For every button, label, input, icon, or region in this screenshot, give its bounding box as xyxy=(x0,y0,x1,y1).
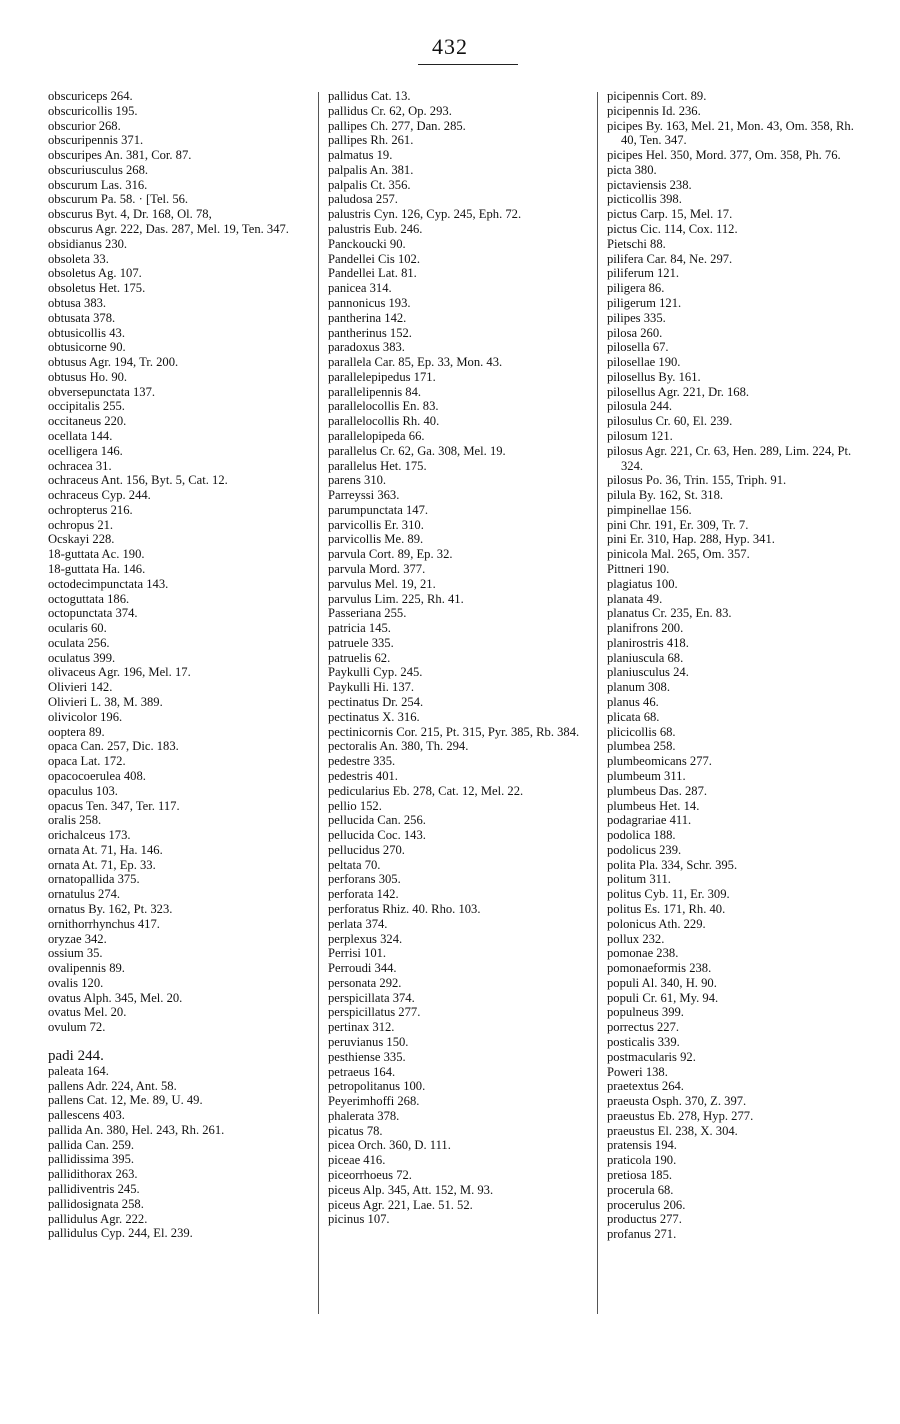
index-entry: piliferum 121. xyxy=(607,266,680,281)
index-entry: pictus Carp. 15, Mel. 17. xyxy=(607,207,733,222)
index-entry: pellio 152. xyxy=(328,798,382,813)
index-entry: obsidianus 230. xyxy=(48,236,128,251)
index-entry: oralis 258. xyxy=(48,813,102,828)
index-entry: palustris Cyn. 126, Cyp. 245, Eph. 72. xyxy=(328,207,522,222)
index-entry: pallidissima 395. xyxy=(48,1152,135,1167)
index-entry: pretiosa 185. xyxy=(607,1168,673,1183)
index-entry: politus Es. 171, Rh. 40. xyxy=(607,901,726,916)
index-entry: pollux 232. xyxy=(607,931,665,946)
index-entry: pimpinellae 156. xyxy=(607,502,692,517)
index-entry: Pandellei Lat. 81. xyxy=(328,266,417,281)
index-entry: ochracea 31. xyxy=(48,458,112,473)
index-entry: perforata 142. xyxy=(328,887,399,902)
index-entry: pratensis 194. xyxy=(607,1138,677,1153)
column-2 xyxy=(328,89,590,1227)
index-entry: procerulus 206. xyxy=(607,1197,686,1212)
page-number: 432 xyxy=(432,34,468,59)
index-entry: palpalis Ct. 356. xyxy=(328,177,411,192)
index-entry: petropolitanus 100. xyxy=(328,1079,426,1094)
index-entry: occipitalis 255. xyxy=(48,399,125,414)
index-entry: peltata 70. xyxy=(328,857,381,872)
index-entry: pallescens 403. xyxy=(48,1108,125,1123)
index-entry: piceorrhoeus 72. xyxy=(328,1168,412,1183)
index-entry: planus 46. xyxy=(607,695,659,710)
index-entry: parallela Car. 85, Ep. 33, Mon. 43. xyxy=(328,355,503,370)
index-entry: populneus 399. xyxy=(607,1005,684,1020)
index-entry: pallida An. 380, Hel. 243, Rh. 261. xyxy=(48,1122,225,1137)
index-entry: obscurum Las. 316. xyxy=(48,177,148,192)
index-entry: ovulum 72. xyxy=(48,1020,106,1035)
index-entry: Paykulli Hi. 137. xyxy=(328,680,415,695)
index-entry: postmacularis 92. xyxy=(607,1049,696,1064)
index-entry: piceae 416. xyxy=(328,1153,386,1168)
column-3 xyxy=(607,89,869,1242)
index-entry: opaculus 103. xyxy=(48,783,118,798)
index-entry: pilosus Agr. 221, Cr. 63, Hen. 289, Lim. 224, Pt. 324. xyxy=(607,443,852,473)
index-entry: pini Er. 310, Hap. 288, Hyp. 341. xyxy=(607,532,775,547)
index-entry: planifrons 200. xyxy=(607,621,684,636)
index-entry: praeusta Osph. 370, Z. 397. xyxy=(607,1094,747,1109)
index-entry: pilosula 244. xyxy=(607,399,673,414)
index-entry: oculata 256. xyxy=(48,635,110,650)
index-entry: pallens Adr. 224, Ant. 58. xyxy=(48,1078,177,1093)
index-entry: opaca Lat. 172. xyxy=(48,754,126,769)
index-entry: plicata 68. xyxy=(607,709,660,724)
index-entry: pilosella 67. xyxy=(607,340,669,355)
index-entry: Pandellei Cis 102. xyxy=(328,251,420,266)
index-entry: picinus 107. xyxy=(328,1212,390,1227)
index-entry: obsoletus Het. 175. xyxy=(48,281,146,296)
index-entry: Paykulli Cyp. 245. xyxy=(328,665,423,680)
index-entry: opacocoerulea 408. xyxy=(48,768,146,783)
index-entry: pallidiventris 245. xyxy=(48,1182,140,1197)
index-entry: plumbeus Het. 14. xyxy=(607,798,700,813)
index-entry: ocularis 60. xyxy=(48,621,107,636)
index-entry: picticollis 398. xyxy=(607,192,682,207)
index-entry: picta 380. xyxy=(607,162,657,177)
index-entry: picipennis Id. 236. xyxy=(607,103,701,118)
index-entry: peruvianus 150. xyxy=(328,1035,409,1049)
index-entry: Olivieri 142. xyxy=(48,680,113,695)
index-entry: Pittneri 190. xyxy=(607,562,670,576)
index-entry: plumbeus Das. 287. xyxy=(607,783,708,798)
index-entry: podagrariae 411. xyxy=(607,813,692,828)
index-entry: palmatus 19. xyxy=(328,148,393,163)
index-entry: procerula 68. xyxy=(607,1182,674,1197)
index-entry: palustris Eub. 246. xyxy=(328,222,423,237)
index-entry: parallelepipedus 171. xyxy=(328,369,436,384)
index-entry: perforans 305. xyxy=(328,872,401,887)
index-entry: ocelligera 146. xyxy=(48,443,123,458)
index-entry: parallelopipeda 66. xyxy=(328,428,425,443)
index-entry: oryzae 342. xyxy=(48,931,107,946)
index-entry: paradoxus 383. xyxy=(328,340,405,355)
index-entry: Olivieri L. 38, M. 389. xyxy=(48,695,163,710)
index-entry: ochraceus Ant. 156, Byt. 5, Cat. 12. xyxy=(48,473,228,488)
index-entry: obscuripennis 371. xyxy=(48,133,144,148)
index-entry: ornatopallida 375. xyxy=(48,872,140,887)
index-entry: obscurum Pa. 58. · [Tel. 56. xyxy=(48,192,189,207)
index-entry: ovalis 120. xyxy=(48,975,104,990)
index-entry: obtusata 378. xyxy=(48,310,116,325)
index-entry: parumpunctata 147. xyxy=(328,502,429,517)
index-entry: pictaviensis 238. xyxy=(607,177,692,192)
index-entry: patricia 145. xyxy=(328,621,391,636)
index-entry: obtusus Agr. 194, Tr. 200. xyxy=(48,355,179,370)
index-entry: pilifera Car. 84, Ne. 297. xyxy=(607,251,733,266)
index-entry: piceus Alp. 345, Att. 152, M. 93. xyxy=(328,1182,494,1197)
index-entry: planum 308. xyxy=(607,680,670,695)
index-entry: obscuriceps 264. xyxy=(48,89,133,103)
index-entry: obscuripes An. 381, Cor. 87. xyxy=(48,148,192,163)
index-entry: pallidus Cr. 62, Op. 293. xyxy=(328,103,452,118)
index-entry: perlata 374. xyxy=(328,916,388,931)
index-entry: patruelis 62. xyxy=(328,650,391,665)
index-entry: Perroudi 344. xyxy=(328,961,397,976)
index-entry: olivicolor 196. xyxy=(48,709,123,724)
column-divider xyxy=(597,92,598,1314)
index-entry: pallidus Cat. 13. xyxy=(328,89,411,103)
index-entry: piceus Agr. 221, Lae. 51. 52. xyxy=(328,1197,473,1212)
index-entry: obscurior 268. xyxy=(48,118,121,133)
page-number-rule xyxy=(418,64,518,65)
index-entry: pectoralis An. 380, Th. 294. xyxy=(328,739,469,754)
index-entry: pilosum 121. xyxy=(607,428,673,443)
index-entry: obversepunctata 137. xyxy=(48,384,156,399)
index-entry: Passeriana 255. xyxy=(328,606,407,621)
index-entry: ornatus By. 162, Pt. 323. xyxy=(48,901,173,916)
index-entry: pallidulus Agr. 222. xyxy=(48,1211,148,1226)
index-entry: parallelus Het. 175. xyxy=(328,458,427,473)
index-entry: pilosellae 190. xyxy=(607,355,681,370)
index-entry: obsoleta 33. xyxy=(48,251,109,266)
index-entry: picea Orch. 360, D. 111. xyxy=(328,1138,451,1153)
index-entry: pellucidus 270. xyxy=(328,842,405,857)
index-entry: porrectus 227. xyxy=(607,1020,680,1035)
index-entry: polita Pla. 334, Schr. 395. xyxy=(607,857,738,872)
index-entry: ovatus Alph. 345, Mel. 20. xyxy=(48,990,183,1005)
index-entry: pictus Cic. 114, Cox. 112. xyxy=(607,222,738,237)
index-entry: ossium 35. xyxy=(48,946,103,961)
index-entry: pellucida Coc. 143. xyxy=(328,828,426,843)
index-entry: obscuriusculus 268. xyxy=(48,162,149,177)
index-entry: pallidosignata 258. xyxy=(48,1196,144,1211)
index-entry: pannonicus 193. xyxy=(328,295,411,310)
index-entry: orichalceus 173. xyxy=(48,828,131,843)
index-entry: ochropterus 216. xyxy=(48,502,133,517)
index-entry: pinicola Mal. 265, Om. 357. xyxy=(607,547,750,562)
index-entry: parvicollis Er. 310. xyxy=(328,517,424,532)
index-entry: Parreyssi 363. xyxy=(328,488,400,503)
index-entry: planatus Cr. 235, En. 83. xyxy=(607,606,732,621)
index-entry: 18-guttata Ac. 190. xyxy=(48,547,145,562)
index-entry: pedestre 335. xyxy=(328,754,396,769)
index-entry: pectinatus Dr. 254. xyxy=(328,695,424,710)
index-entry: obscurus Byt. 4, Dr. 168, Ol. 78, xyxy=(48,207,212,222)
index-entry: plumbeomicans 277. xyxy=(607,754,712,769)
index-entry: parvula Mord. 377. xyxy=(328,562,426,576)
index-entry: planiusculus 24. xyxy=(607,665,689,680)
index-entry: opacus Ten. 347, Ter. 117. xyxy=(48,798,180,813)
index-entry: Poweri 138. xyxy=(607,1064,668,1079)
index-entry: ornithorrhynchus 417. xyxy=(48,916,160,931)
index-entry: praetextus 264. xyxy=(607,1079,684,1094)
index-entry: pallidulus Cyp. 244, El. 239. xyxy=(48,1226,193,1241)
index-entry: parvula Cort. 89, Ep. 32. xyxy=(328,547,453,562)
index-entry: pantherina 142. xyxy=(328,310,407,325)
index-entry: parallelocollis Rh. 40. xyxy=(328,414,440,429)
index-entry: pilosa 260. xyxy=(607,325,663,340)
index-entry: populi Cr. 61, My. 94. xyxy=(607,990,719,1005)
index-entry: podolicus 239. xyxy=(607,842,682,857)
index-entry: pesthiense 335. xyxy=(328,1049,406,1064)
index-entry: oculatus 399. xyxy=(48,650,116,665)
index-entry: praticola 190. xyxy=(607,1153,677,1168)
index-entry: pellucida Can. 256. xyxy=(328,813,426,828)
index-entry: obscuricollis 195. xyxy=(48,103,138,118)
index-entry: piligerum 121. xyxy=(607,295,682,310)
index-entry: podolica 188. xyxy=(607,828,676,843)
index-entry: Panckoucki 90. xyxy=(328,236,406,251)
index-entry: pilula By. 162, St. 318. xyxy=(607,488,724,503)
index-entry: paludosa 257. xyxy=(328,192,398,207)
index-entry: panicea 314. xyxy=(328,281,392,296)
index-entry: pilipes 335. xyxy=(607,310,666,325)
index-entry: picipennis Cort. 89. xyxy=(607,89,707,103)
index-entry: Peyerimhoffi 268. xyxy=(328,1094,420,1109)
index-entry: 18-guttata Ha. 146. xyxy=(48,562,146,576)
index-entry: productus 277. xyxy=(607,1212,682,1227)
index-entry: perplexus 324. xyxy=(328,931,403,946)
index-entry: planirostris 418. xyxy=(607,635,689,650)
index-entry: ocellata 144. xyxy=(48,428,113,443)
index-entry: ornata At. 71, Ha. 146. xyxy=(48,842,163,857)
index-entry: ovatus Mel. 20. xyxy=(48,1005,127,1020)
index-entry: obscurus Agr. 222, Das. 287, Mel. 19, Ten. 347. xyxy=(48,222,289,237)
index-entry: perspicillata 374. xyxy=(328,990,415,1005)
index-entry: ochropus 21. xyxy=(48,517,114,532)
index-entry: parvulus Lim. 225, Rh. 41. xyxy=(328,591,464,606)
index-entry: profanus 271. xyxy=(607,1227,677,1242)
index-entry: planata 49. xyxy=(607,591,663,606)
index-entry: pedicularius Eb. 278, Cat. 12, Mel. 22. xyxy=(328,783,524,798)
index-entry: Pietschi 88. xyxy=(607,236,666,251)
index-entry: ornata At. 71, Ep. 33. xyxy=(48,857,156,872)
index-entry: politum 311. xyxy=(607,872,671,887)
index-entry: opaca Can. 257, Dic. 183. xyxy=(48,739,179,754)
index-entry: pectinicornis Cor. 215, Pt. 315, Pyr. 385, Rb. 384. xyxy=(328,724,580,739)
index-entry: pedestris 401. xyxy=(328,768,398,783)
index-entry: patruele 335. xyxy=(328,635,394,650)
index-entry: pomonaeformis 238. xyxy=(607,961,712,976)
index-entry: ooptera 89. xyxy=(48,724,105,739)
index-entry: planiuscula 68. xyxy=(607,650,684,665)
index-entry: plicicollis 68. xyxy=(607,724,676,739)
index-entry: pantherinus 152. xyxy=(328,325,412,340)
index-entry: olivaceus Agr. 196, Mel. 17. xyxy=(48,665,191,680)
index-entry: pertinax 312. xyxy=(328,1020,395,1035)
index-entry: picipes Hel. 350, Mord. 377, Om. 358, Ph. 76. xyxy=(607,148,841,163)
index-entry: personata 292. xyxy=(328,975,402,990)
index-entry: obtusicorne 90. xyxy=(48,340,126,355)
index-entry: picatus 78. xyxy=(328,1123,383,1138)
index-entry: pomonae 238. xyxy=(607,946,679,961)
index-entry: palpalis An. 381. xyxy=(328,162,414,177)
index-entry: parvulus Mel. 19, 21. xyxy=(328,576,436,591)
index-entry: picipes By. 163, Mel. 21, Mon. 43, Om. 358, Rh. 40, Ten. 347. xyxy=(607,118,854,148)
index-entry: plumbea 258. xyxy=(607,739,676,754)
index-entry: pilosulus Cr. 60, El. 239. xyxy=(607,414,733,429)
index-entry: praeustus Eb. 278, Hyp. 277. xyxy=(607,1108,754,1123)
index-entry: padi 244. xyxy=(48,1049,104,1064)
index-entry: petraeus 164. xyxy=(328,1064,396,1079)
index-entry: pallida Can. 259. xyxy=(48,1137,135,1152)
index-entry: ovalipennis 89. xyxy=(48,961,125,976)
index-entry: politus Cyb. 11, Er. 309. xyxy=(607,887,730,902)
index-entry: parens 310. xyxy=(328,473,387,488)
index-entry: Ocskayi 228. xyxy=(48,532,115,547)
index-entry: obsoletus Ag. 107. xyxy=(48,266,142,281)
index-entry: pallidithorax 263. xyxy=(48,1167,138,1182)
index-entry: plagiatus 100. xyxy=(607,576,678,591)
index-entry: pallipes Ch. 277, Dan. 285. xyxy=(328,118,466,133)
index-entry: ornatulus 274. xyxy=(48,887,121,902)
index-entry: octodecimpunctata 143. xyxy=(48,576,169,591)
column-1 xyxy=(48,89,308,1241)
index-entry: phalerata 378. xyxy=(328,1108,400,1123)
index-entry: populi Al. 340, H. 90. xyxy=(607,975,717,990)
index-entry: octoguttata 186. xyxy=(48,591,130,606)
index-entry: obtusa 383. xyxy=(48,295,107,310)
index-entry: paleata 164. xyxy=(48,1063,109,1078)
index-entry: pilosus Po. 36, Trin. 155, Triph. 91. xyxy=(607,473,787,488)
index-entry: pilosellus By. 161. xyxy=(607,369,701,384)
index-entry: parallelipennis 84. xyxy=(328,384,422,399)
index-entry: ochraceus Cyp. 244. xyxy=(48,488,151,503)
index-entry: pallens Cat. 12, Me. 89, U. 49. xyxy=(48,1093,203,1108)
index-entry: obtusus Ho. 90. xyxy=(48,369,128,384)
index-entry: octopunctata 374. xyxy=(48,606,138,621)
index-entry: pilosellus Agr. 221, Dr. 168. xyxy=(607,384,750,399)
index-entry: piligera 86. xyxy=(607,281,665,296)
column-divider xyxy=(318,92,319,1314)
index-entry: perspicillatus 277. xyxy=(328,1005,421,1020)
index-entry: plumbeum 311. xyxy=(607,768,686,783)
index-entry: occitaneus 220. xyxy=(48,414,127,429)
index-entry: parvicollis Me. 89. xyxy=(328,532,424,547)
index-entry: polonicus Ath. 229. xyxy=(607,916,706,931)
index-entry: parallelus Cr. 62, Ga. 308, Mel. 19. xyxy=(328,443,506,458)
index-entry: perforatus Rhiz. 40. Rho. 103. xyxy=(328,901,481,916)
index-entry: posticalis 339. xyxy=(607,1035,680,1049)
index-entry: parallelocollis En. 83. xyxy=(328,399,439,414)
index-entry: pectinatus X. 316. xyxy=(328,709,420,724)
index-entry: pini Chr. 191, Er. 309, Tr. 7. xyxy=(607,517,749,532)
index-entry: praeustus El. 238, X. 304. xyxy=(607,1123,738,1138)
index-entry: Perrisi 101. xyxy=(328,946,387,961)
index-entry: obtusicollis 43. xyxy=(48,325,125,340)
index-entry: pallipes Rh. 261. xyxy=(328,133,414,148)
